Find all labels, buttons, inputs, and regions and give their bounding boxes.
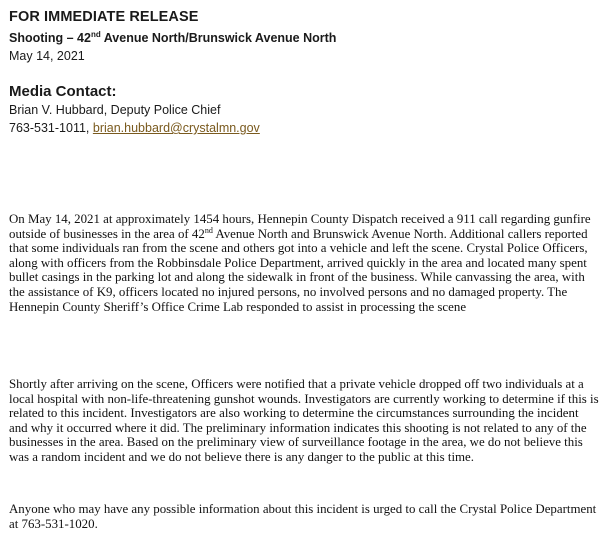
media-contact-heading: Media Contact: — [9, 83, 117, 100]
subject-ordinal-suffix: nd — [90, 30, 101, 39]
release-date: May 14, 2021 — [9, 49, 85, 63]
subject-prefix: Shooting – 42 — [9, 31, 91, 45]
body-paragraph-3: Anyone who may have any possible information about this incident is urged to call the Crystal Police Department at 763-531-1020. — [9, 502, 597, 531]
contact-name: Brian V. Hubbard, Deputy Police Chief — [9, 103, 221, 117]
contact-email-link[interactable]: brian.hubbard@crystalmn.gov — [92, 121, 260, 135]
paragraph-1-text-a: On May 14, 2021 at approximately 1454 hours, Hennepin County Dispatch received a 911 call regarding gunfire outside of businesses in the area of 42 — [9, 212, 591, 241]
release-heading: FOR IMMEDIATE RELEASE — [9, 9, 199, 25]
release-subject — [9, 31, 336, 45]
body-paragraph-1 — [9, 212, 599, 314]
body-paragraph-2: Shortly after arriving on the scene, Officers were notified that a private vehicle dropped off two individuals at a local hospital with non-life-threatening gunshot wounds. Investigators are currently working to determine if this is related to this incident. Investigators are also working to determine the circumstances surrounding the incident and why it occurred where it did. The preliminary information indicates this shooting is not related to any of the businesses in the area. Based on the preliminary view of surveillance footage in the area, we do not believe this was a random incident and we do not believe there is any danger to the public at this time. — [9, 377, 599, 464]
contact-phone: 763-531-1011, — [9, 121, 93, 135]
paragraph-1-ordinal-suffix: nd — [204, 225, 213, 235]
subject-suffix: Avenue North/Brunswick Avenue North — [100, 31, 337, 45]
contact-phone-email — [9, 121, 260, 135]
paragraph-1-text-b: Avenue North and Brunswick Avenue North. Additional callers reported that some individuals ran from the scene and others got into a vehicle and left the scene. Crystal Police Officers, along with officers from the Robbinsdale Police Department, arrived quickly in the area and located many spent bullet casings in the parking lot and along the sidewalk in front of the business. While canvassing the area, with the assistance of K9, officers located no injured persons, no involved persons and no damaged property. The Hennepin County Sheriff’s Office Crime Lab responded to assist in processing the scene — [9, 226, 588, 314]
